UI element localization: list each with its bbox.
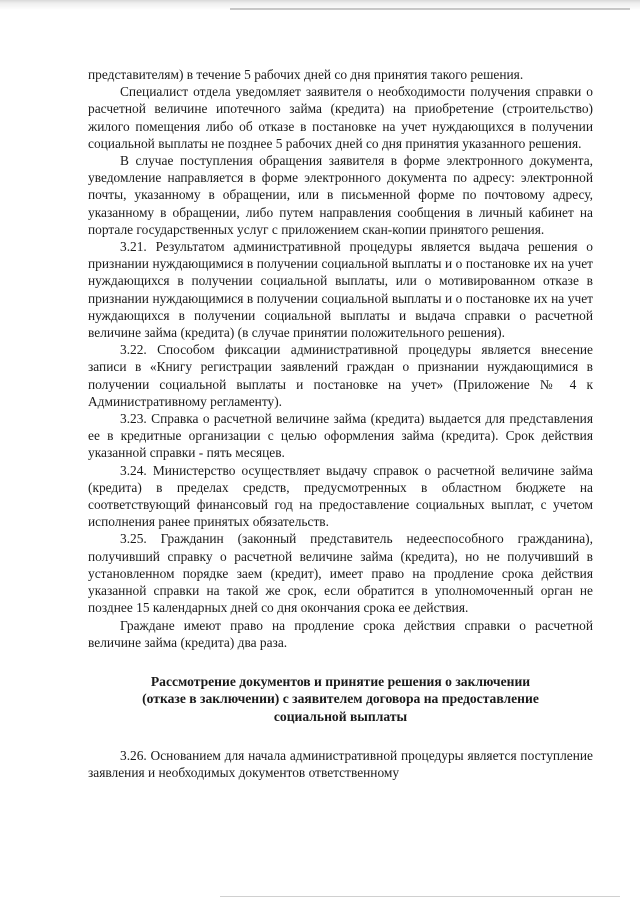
paragraph-3-26: 3.26. Основанием для начала административной процедуры является поступление заявления и необходимых документов ответственному bbox=[88, 748, 593, 781]
paragraph-3-23: 3.23. Справка о расчетной величине займа (кредита) выдается для представления ее в кредитные организации с целью оформления займа (кредита). Срок действия указанной справки - пять месяцев. bbox=[88, 411, 593, 461]
paragraph-3-25: 3.25. Гражданин (законный представитель недееспособного гражданина), получивший справку о расчетной величине займа (кредита), но не получивший в установленном порядке заем (кредит), имеет право на продление срока действия указанной справки на такой же срок, если обратится в уполномоченный орган не позднее 15 календарных дней со дня окончания срока ее действия. bbox=[88, 531, 593, 616]
scan-artifact-top bbox=[230, 8, 630, 10]
section-heading bbox=[88, 673, 593, 725]
document-page bbox=[88, 66, 593, 782]
section-heading-line-3: социальной выплаты bbox=[273, 708, 408, 724]
paragraph-3-24: 3.24. Министерство осуществляет выдачу справок о расчетной величине займа (кредита) в пределах средств, предусмотренных в областном бюджете на соответствующий финансовый год на предоставление социальных выплат, с учетом исполнения ранее принятых обязательств. bbox=[88, 462, 593, 530]
section-heading-line-2: (отказе в заключении) с заявителем договора на предоставление bbox=[142, 691, 539, 707]
paragraph-3-21: 3.21. Результатом административной процедуры является выдача решения о признании нуждающимися в получении социальной выплаты и о постановке их на учет нуждающихся в получении социальной выплаты, или о мотивированном отказе в признании нуждающимися в получении социальной выплаты и о постановке их на учет нуждающихся в получении социальной выплаты и выдача справки о расчетной величине займа (кредита) (в случае принятии положительного решения). bbox=[88, 239, 593, 341]
section-heading-line-1: Рассмотрение документов и принятие решения о заключении bbox=[150, 673, 531, 689]
scan-edge-top bbox=[0, 0, 640, 14]
paragraph-continuation: представителям) в течение 5 рабочих дней со дня принятия такого решения. bbox=[88, 67, 524, 82]
paragraph-3-22: 3.22. Способом фиксации административной процедуры является внесение записи в «Книгу регистрации заявлений граждан о признании нуждающимися в получении социальной выплаты и постановке на учет» (Приложение № 4 к Административному регламенту). bbox=[88, 342, 593, 409]
paragraph-electronic-notice: В случае поступления обращения заявителя в форме электронного документа, уведомление направляется в форме электронного документа по адресу: электронной почты, указанному в обращении, или в письменной форме по почтовому адресу, указанному в обращении, либо путем направления сообщения в личный кабинет на портале государственных услуг с приложением скан-копии принятого решения. bbox=[88, 153, 593, 237]
paragraph-extension-right: Граждане имеют право на продление срока действия справки о расчетной величине займа (кредита) два раза. bbox=[88, 617, 593, 650]
paragraph-notification: Специалист отдела уведомляет заявителя о необходимости получения справки о расчетной величине ипотечного займа (кредита) на приобретение (строительство) жилого помещения либо об отказе в постановке на учет нуждающихся в получении социальной выплаты не позднее 5 рабочих дней со дня принятия указанного решения. bbox=[88, 84, 593, 151]
scan-artifact-bottom bbox=[220, 896, 620, 897]
